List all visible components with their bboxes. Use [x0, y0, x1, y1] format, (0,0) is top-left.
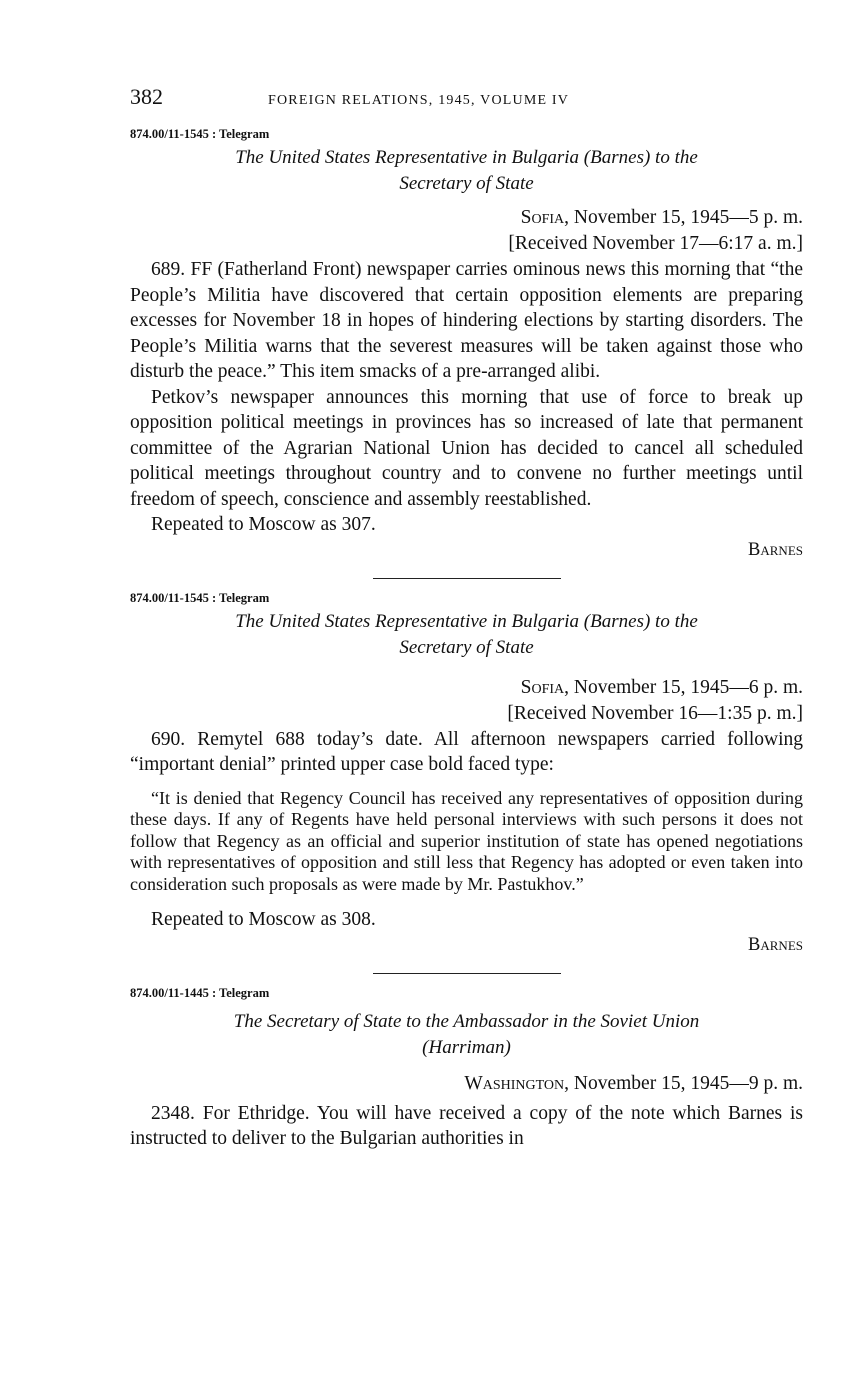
title-line: Secretary of State — [399, 173, 534, 194]
title-line: The United States Representative in Bulgaria (Barnes) to the — [235, 147, 698, 168]
page-number: 382 — [130, 84, 163, 109]
dateline-date: November 15, 1945—5 p. m. — [569, 207, 803, 228]
signature: Barnes — [748, 539, 803, 560]
file-reference: 874.00/11-1545 : Telegram — [130, 127, 270, 141]
file-reference: 874.00/11-1445 : Telegram — [130, 985, 270, 1000]
dateline-received: [Received November 16—1:35 p. m.] — [507, 702, 803, 724]
body-paragraph: 2348. For Ethridge. You will have received a copy of the note which Barnes is instructed to deliver to the Bulgarian authorities in — [130, 1102, 803, 1149]
body-paragraph: Petkov’s newspaper announces this morning that use of force to break up opposition political meetings in provinces has so increased of late that permanent committee of the Agrarian National Union has decided to cancel all scheduled political meetings throughout country and to convene no further meetings until freedom of speech, conscience and assembly reestablished. — [130, 386, 803, 510]
page-header — [130, 84, 803, 114]
dateline-date: November 15, 1945—9 p. m. — [569, 1072, 803, 1094]
dateline — [130, 205, 803, 257]
dateline-date: November 15, 1945—6 p. m. — [569, 676, 803, 698]
dateline-place: Sofia, — [520, 676, 570, 698]
title-line: (Harriman) — [422, 1036, 511, 1058]
file-reference: 874.00/11-1545 : Telegram — [130, 590, 270, 605]
section-divider — [373, 973, 561, 974]
running-head: FOREIGN RELATIONS, 1945, VOLUME IV — [268, 93, 570, 108]
dateline-place: Sofia, — [520, 207, 570, 228]
dateline-received: [Received November 17—6:17 a. m.] — [508, 233, 803, 254]
body-paragraph: 689. FF (Fatherland Front) newspaper carries ominous news this morning that “the People’s Militia have discovered that certain opposition elements are preparing excesses for November 18 in hopes of hindering elections by starting disorders. The People’s Militia warns that the severest measures will be taken against those who disturb the peace.” This item smacks of a pre-arranged alibi. — [130, 259, 803, 382]
dateline — [130, 675, 803, 727]
telegram-2348 — [130, 986, 803, 1152]
document-page — [130, 84, 803, 1152]
dateline-sent — [130, 675, 803, 701]
document-title — [130, 145, 803, 197]
document-title — [130, 1009, 803, 1061]
title-line: The United States Representative in Bulgaria (Barnes) to the — [235, 610, 698, 632]
signature: Barnes — [748, 934, 803, 955]
telegram-690 — [130, 591, 803, 956]
dateline-place: Washington, — [464, 1072, 570, 1094]
telegram-689 — [130, 127, 803, 561]
title-line: The Secretary of State to the Ambassador in the Soviet Union — [233, 1010, 700, 1032]
body-paragraph: Repeated to Moscow as 308. — [151, 909, 376, 930]
block-quote: “It is denied that Regency Council has received any representatives of opposition during these days. If any of Regents have held personal interviews with such persons it does not follow that Regency as an official and superior institution of state has opened negotiations with representatives of opposition and still less that Regency has adopted or even taken into consideration such proposals as were made by Mr. Pastukhov.” — [130, 787, 803, 894]
dateline-sent — [130, 1071, 803, 1097]
body-paragraph: Repeated to Moscow as 307. — [151, 514, 376, 535]
document-title — [130, 609, 803, 661]
body-paragraph: 690. Remytel 688 today’s date. All afternoon newspapers carried following “important denial” printed upper case bold faced type: — [130, 728, 803, 775]
dateline-sent — [130, 205, 803, 231]
section-divider — [373, 578, 561, 579]
dateline — [130, 1071, 803, 1097]
title-line: Secretary of State — [399, 636, 534, 658]
